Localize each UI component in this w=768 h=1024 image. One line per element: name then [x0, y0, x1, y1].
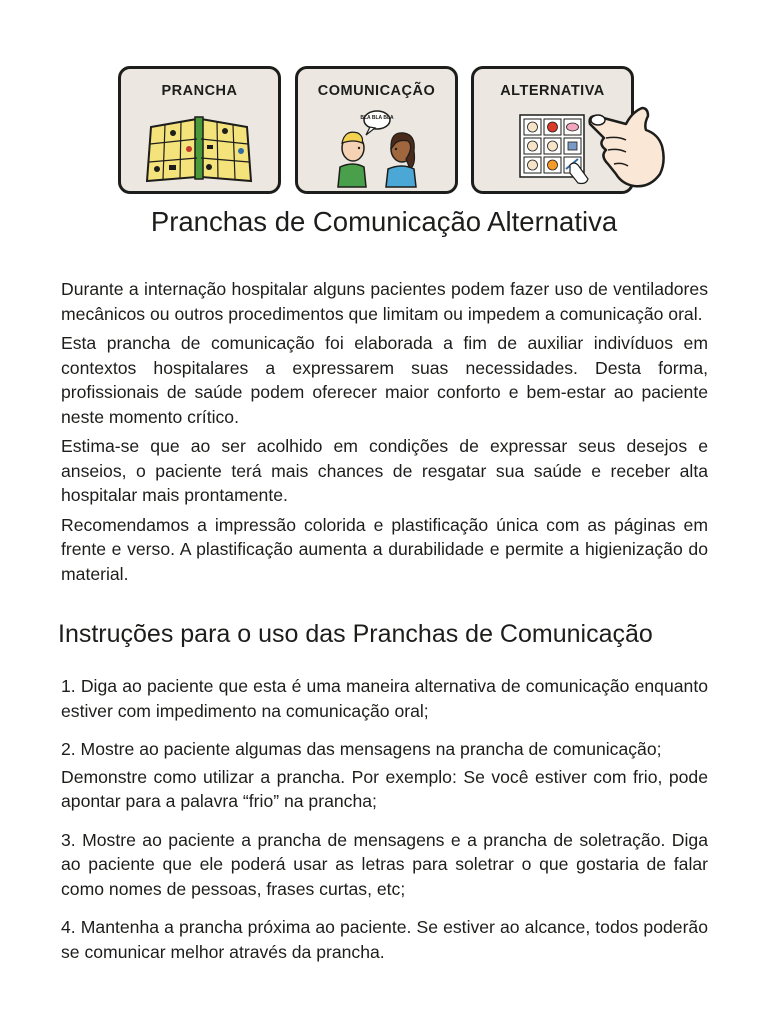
card-comunicacao: [295, 66, 458, 194]
intro-paragraph: Estima-se que ao ser acolhido em condições de expressar seus desejos e anseios, o paciente terá mais chances de resgatar sua saúde e receber alta hospitalar mais prontamente.: [61, 436, 708, 505]
speech-bubble-text: BLA BLA BLA: [360, 115, 394, 121]
instruction-step-3: 3. Mostre ao paciente a prancha de mensagens e a prancha de soletração. Diga ao paciente que ele poderá usar as letras para soletrar o que gostaria de falar como nomes de pessoas, frases curtas, etc;: [61, 829, 708, 899]
intro-paragraph: Esta prancha de comunicação foi elaborada a fim de auxiliar indivíduos em contextos hospitalares a expressarem suas necessidades. Desta forma, profissionais de saúde podem oferecer maior conforto e bem-estar ao paciente neste momento crítico.: [61, 333, 708, 427]
instruction-step-1: 1. Diga ao paciente que esta é uma maneira alternativa de comunicação enquanto estiver com impedimento na comunicação oral;: [61, 676, 708, 721]
instructions-title: Instruções para o uso das Pranchas de Comunicação: [58, 620, 653, 648]
intro-paragraph: Recomendamos a impressão colorida e plastificação única com as páginas em frente e verso. A plastificação aumenta a durabilidade e permite a higienização do material.: [61, 514, 708, 584]
page-title: Pranchas de Comunicação Alternativa: [150, 206, 618, 237]
instructions-list: [61, 674, 708, 964]
board-book-icon: [121, 69, 278, 191]
two-people-talking-icon: [298, 69, 455, 191]
instruction-step-4: 4. Mantenha a prancha próxima ao paciente. Se estiver ao alcance, todos poderão se comunicar melhor através da prancha.: [61, 917, 708, 962]
card-prancha: [118, 66, 281, 194]
card-label-prancha: PRANCHA: [161, 83, 238, 99]
header-illustration: [118, 66, 648, 198]
pointing-hand-icon: [586, 104, 668, 190]
card-label-alternativa: ALTERNATIVA: [500, 83, 605, 99]
card-label-comunicacao: COMUNICAÇÃO: [317, 83, 436, 99]
instruction-step-2: 2. Mostre ao paciente algumas das mensagens na prancha de comunicação;: [61, 739, 662, 759]
intro-section: [61, 277, 708, 591]
intro-paragraph: Durante a internação hospitalar alguns pacientes podem fazer uso de ventiladores mecânicos ou outros procedimentos que limitam ou impedem a comunicação oral.: [61, 279, 708, 324]
instruction-step-2-detail: Demonstre como utilizar a prancha. Por exemplo: Se você estiver com frio, pode apontar para a palavra “frio” na prancha;: [61, 766, 708, 811]
